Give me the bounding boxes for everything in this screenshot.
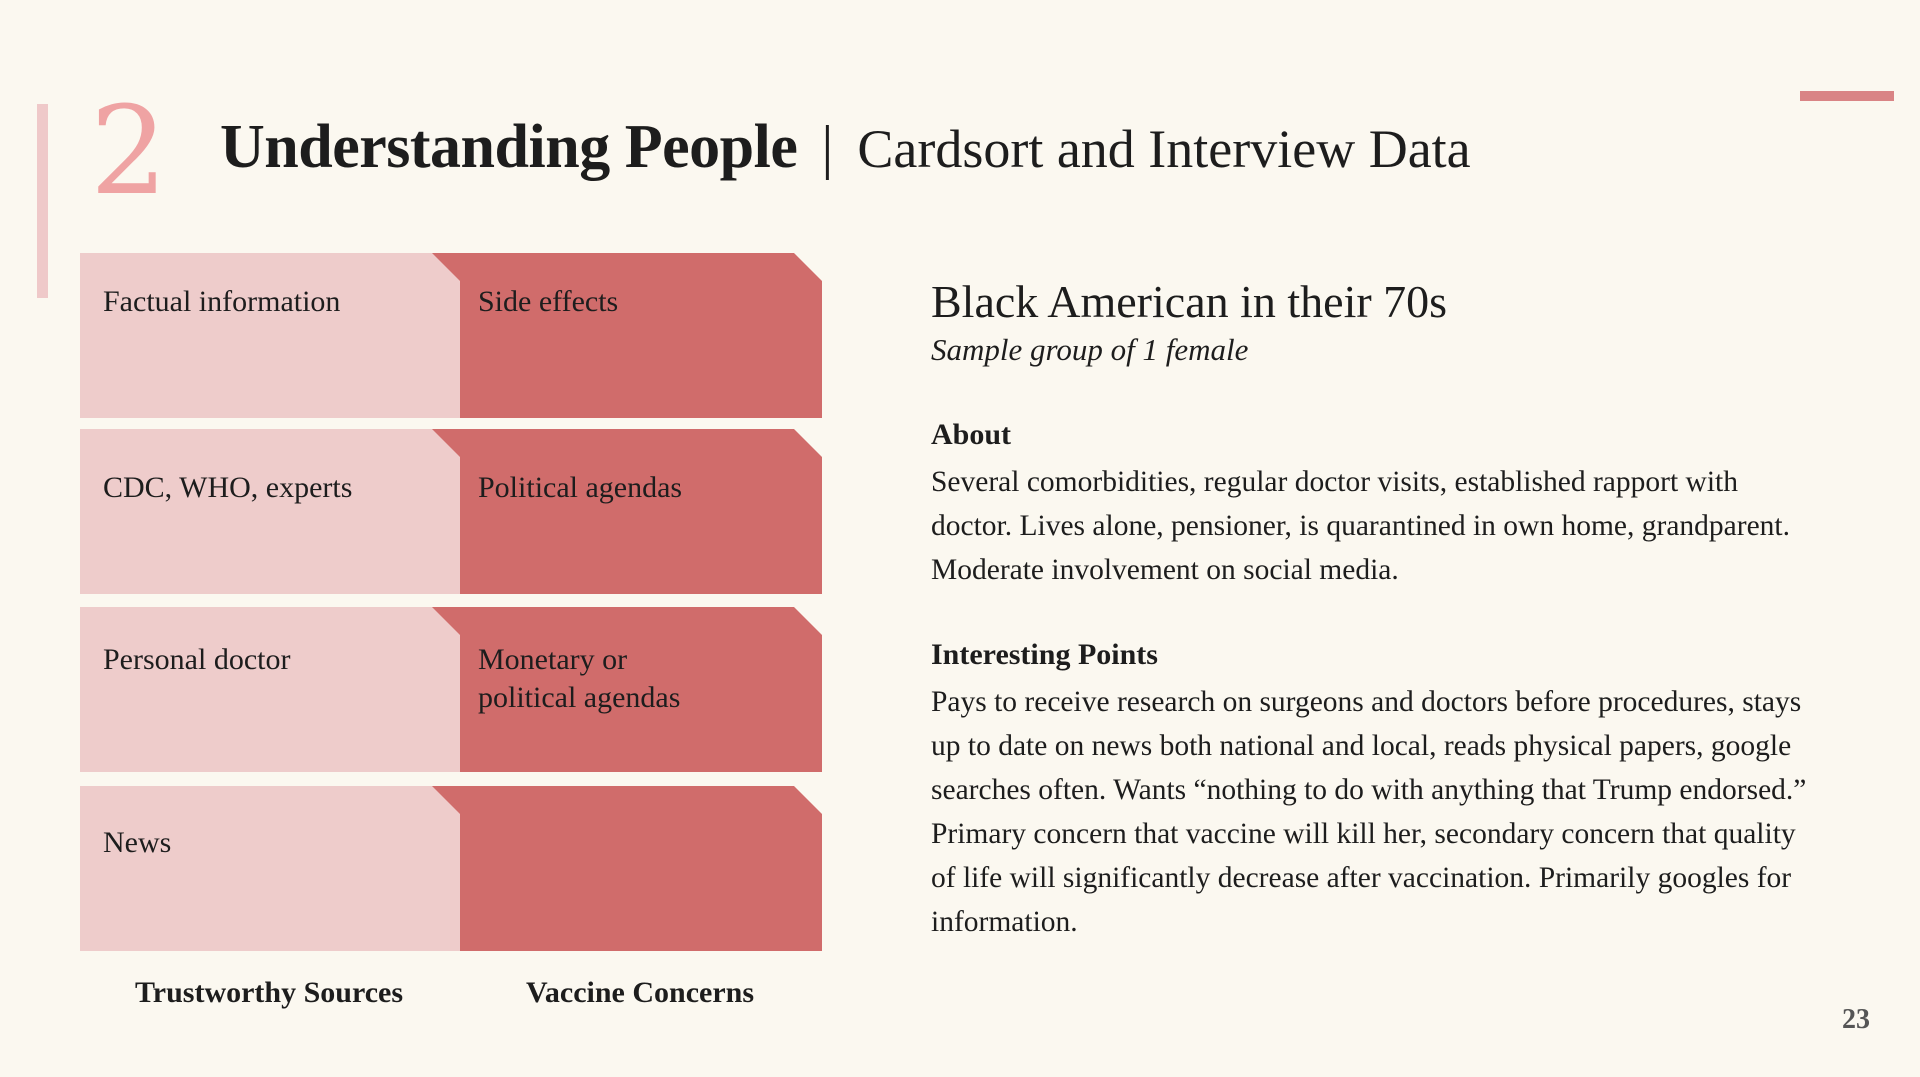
trustworthy-text: Factual information: [103, 285, 341, 318]
about-heading: About: [931, 418, 1012, 451]
persona-title: Black American in their 70s: [931, 276, 1448, 327]
interesting-points-text: Pays to receive research on surgeons and doctors before procedures, stays up to date on news both national and local, reads physical papers, google searches often. Wants “nothing to do with anything that Trump endorsed.” Primary concern that vaccine will kill her, secondary concern that quality of life will significantly decrease after vaccination. Primarily googles for information.: [931, 686, 1807, 938]
cardsort-row: [80, 786, 822, 951]
trustworthy-text: CDC, WHO, experts: [103, 471, 353, 504]
about-text: Several comorbidities, regular doctor visits, established rapport with doctor. Lives alone, pensioner, is quarantined in own home, grandparent. Moderate involvement on social media.: [931, 466, 1791, 586]
concern-text: Political agendas: [478, 471, 683, 504]
cardsort-row: [80, 253, 822, 418]
trustworthy-text: News: [103, 826, 172, 859]
vaccine-concerns-label: Vaccine Concerns: [526, 976, 755, 1009]
concern-card: [432, 786, 822, 951]
slide-title: [220, 112, 1471, 183]
title-separator: |: [821, 114, 834, 180]
concern-text: Side effects: [478, 285, 619, 318]
section-number: 2: [90, 80, 168, 222]
left-accent-bar: [37, 104, 48, 298]
title-subtitle: Cardsort and Interview Data: [857, 119, 1471, 179]
trustworthy-card: [80, 253, 460, 418]
top-right-accent-bar: [1800, 91, 1894, 101]
trustworthy-sources-label: Trustworthy Sources: [135, 976, 404, 1009]
trustworthy-card: [80, 786, 460, 951]
title-main: Understanding People: [220, 113, 798, 181]
interesting-points-heading: Interesting Points: [931, 638, 1158, 671]
persona-subtitle: Sample group of 1 female: [931, 332, 1249, 367]
trustworthy-card: [80, 429, 460, 594]
concern-card: [432, 429, 822, 594]
concern-card: [432, 253, 822, 418]
page-number: 23: [1842, 1004, 1870, 1035]
cardsort-row: [80, 429, 822, 594]
trustworthy-card: [80, 607, 460, 772]
concern-text: Monetary or political agendas: [478, 643, 681, 714]
trustworthy-text: Personal doctor: [103, 643, 291, 676]
cardsort-row: [80, 607, 822, 772]
